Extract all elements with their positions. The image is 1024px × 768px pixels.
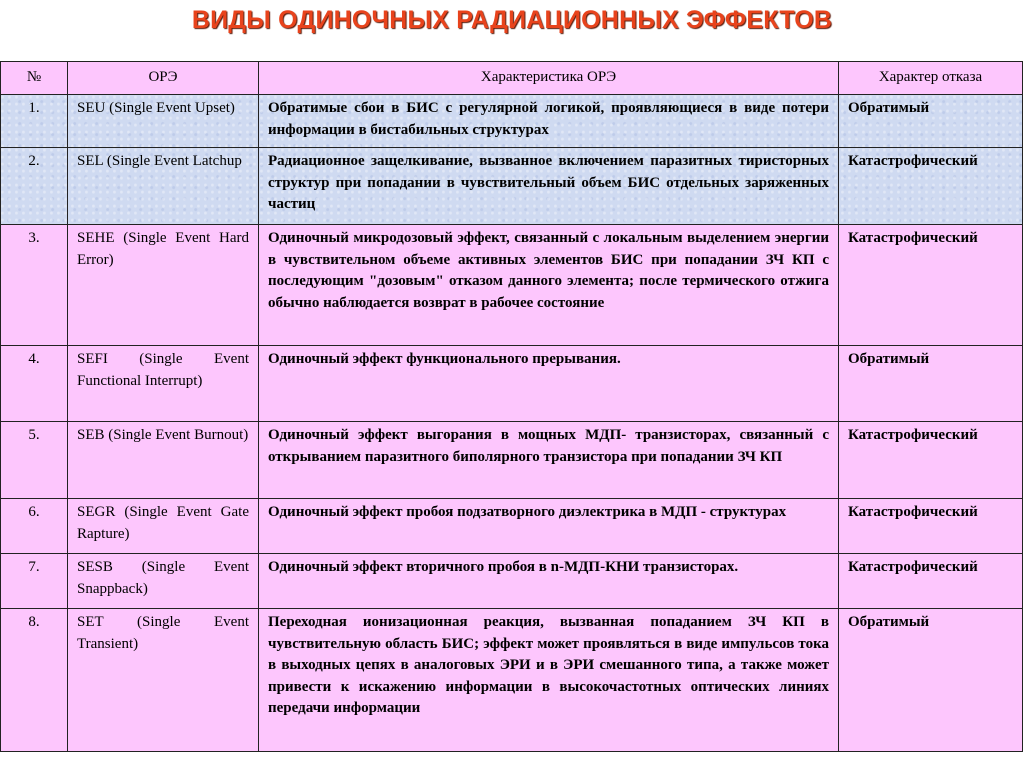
table-row	[1, 346, 1023, 422]
effects-table	[0, 61, 1023, 752]
row-description: Радиационное защелкивание, вызванное включением паразитных тиристорных структур при попадании в чувствительный объем БИС отдельных заряженных частиц	[259, 148, 839, 225]
row-description: Одиночный эффект вторичного пробоя в n-МДП-КНИ транзисторах.	[259, 554, 839, 609]
row-failure-type: Катастрофический	[839, 225, 1023, 346]
row-ore: SET (Single Event Transient)	[68, 609, 259, 752]
row-ore: SEU (Single Event Upset)	[68, 95, 259, 148]
row-description: Переходная ионизационная реакция, вызванная попаданием ЗЧ КП в чувствительную область БИС; эффект может проявляться в виде импульсов тока в выходных цепях в аналоговых ЭРИ и в ЭРИ смешанного типа, а также может привести к искажению информации в высокочастотных оптических линиях передачи информации	[259, 609, 839, 752]
header-failure-type: Характер отказа	[839, 62, 1023, 95]
header-number: №	[1, 62, 68, 95]
row-failure-type: Катастрофический	[839, 422, 1023, 499]
row-number: 6.	[1, 499, 68, 554]
table-row	[1, 609, 1023, 752]
table-header-row	[1, 62, 1023, 95]
row-ore: SEL (Single Event Latchup	[68, 148, 259, 225]
row-number: 7.	[1, 554, 68, 609]
row-ore: SEFI (Single Event Functional Interrupt)	[68, 346, 259, 422]
row-number: 1.	[1, 95, 68, 148]
table-row	[1, 148, 1023, 225]
row-ore: SESB (Single Event Snappback)	[68, 554, 259, 609]
table-row	[1, 95, 1023, 148]
row-number: 4.	[1, 346, 68, 422]
row-failure-type: Обратимый	[839, 95, 1023, 148]
table-row	[1, 499, 1023, 554]
row-number: 2.	[1, 148, 68, 225]
row-description: Одиночный эффект выгорания в мощных МДП- транзисторах, связанный с открыванием паразитного биполярного транзистора при попадании ЗЧ КП	[259, 422, 839, 499]
row-failure-type: Катастрофический	[839, 148, 1023, 225]
table-row	[1, 225, 1023, 346]
row-number: 5.	[1, 422, 68, 499]
row-failure-type: Обратимый	[839, 609, 1023, 752]
row-failure-type: Катастрофический	[839, 554, 1023, 609]
row-description: Одиночный эффект пробоя подзатворного диэлектрика в МДП - структурах	[259, 499, 839, 554]
row-description: Одиночный микродозовый эффект, связанный с локальным выделением энергии в чувствительном объеме активных элементов БИС при попадании ЗЧ КП с последующим "дозовым" отказом данного элемента; после термического отжига обычно наблюдается возврат в рабочее состояние	[259, 225, 839, 346]
row-description: Одиночный эффект функционального прерывания.	[259, 346, 839, 422]
row-failure-type: Катастрофический	[839, 499, 1023, 554]
slide-title: ВИДЫ ОДИНОЧНЫХ РАДИАЦИОННЫХ ЭФФЕКТОВ	[191, 6, 833, 34]
row-number: 8.	[1, 609, 68, 752]
row-ore: SEGR (Single Event Gate Rapture)	[68, 499, 259, 554]
row-ore: SEHE (Single Event Hard Error)	[68, 225, 259, 346]
header-characteristic: Характеристика ОРЭ	[259, 62, 839, 95]
row-failure-type: Обратимый	[839, 346, 1023, 422]
table-row	[1, 422, 1023, 499]
header-ore: ОРЭ	[68, 62, 259, 95]
table-row	[1, 554, 1023, 609]
row-ore: SEB (Single Event Burnout)	[68, 422, 259, 499]
row-number: 3.	[1, 225, 68, 346]
row-description: Обратимые сбои в БИС с регулярной логикой, проявляющиеся в виде потери информации в бистабильных структурах	[259, 95, 839, 148]
